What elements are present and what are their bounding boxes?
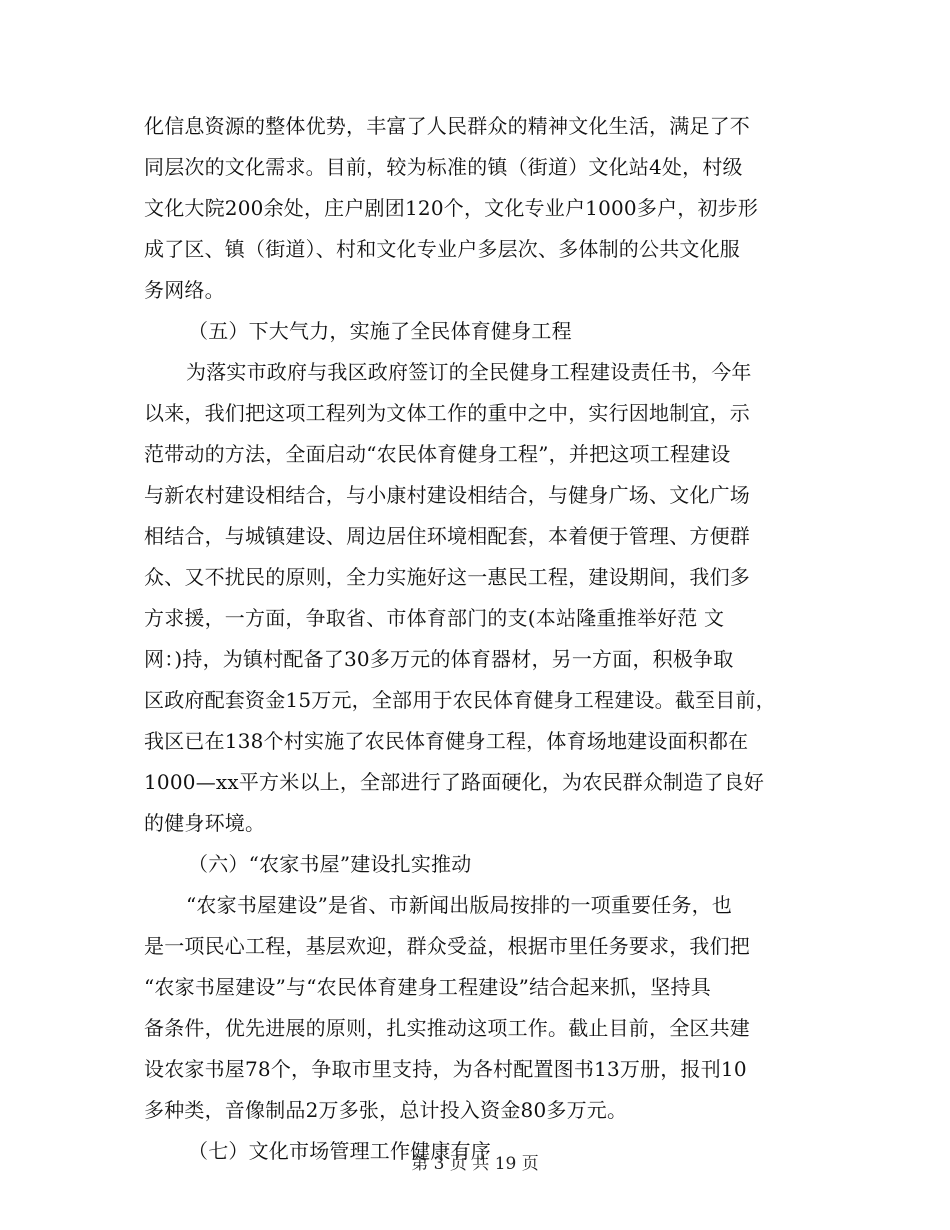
document-body [144, 106, 804, 1172]
paragraph-line: 同层次的文化需求。目前，较为标准的镇（街道）文化站4处，村级 [144, 155, 743, 179]
paragraph-line: “农家书屋建设”是省、市新闻出版局按排的一项重要任务，也 [186, 893, 733, 917]
paragraph-line: 区政府配套资金15万元，全部用于农民体育健身工程建设。截至目前， [144, 688, 776, 712]
paragraph-line: 为落实市政府与我区政府签订的全民健身工程建设责任书，今年 [186, 360, 752, 384]
paragraph-line: 文化大院200余处，庄户剧团120个，文化专业户1000多户，初步形 [144, 196, 759, 220]
paragraph-line: 备条件，优先进展的原则，扎实推动这项工作。截止目前，全区共建 [144, 1016, 750, 1040]
paragraph-line: 我区已在138个村实施了农民体育健身工程，体育场地建设面积都在 [144, 729, 749, 753]
paragraph-line: 务网络。 [144, 278, 225, 302]
paragraph-line: 以来，我们把这项工程列为文体工作的重中之中，实行因地制宜，示 [144, 401, 750, 425]
paragraph-line: 网：)持，为镇村配备了30多万元的体育器材，另一方面，积极争取 [144, 647, 734, 671]
section-heading: （六）“农家书屋”建设扎实推动 [188, 852, 472, 876]
paragraph-line: 众、又不扰民的原则，全力实施好这一惠民工程，建设期间，我们多 [144, 565, 750, 589]
section-heading: （五）下大气力，实施了全民体育健身工程 [188, 319, 572, 343]
page-number-footer: 第 3 页 共 19 页 [411, 1154, 539, 1174]
paragraph-line: 设农家书屋78个，争取市里支持，为各村配置图书13万册，报刊10 [144, 1057, 747, 1081]
paragraph-line: 成了区、镇（街道）、村和文化专业户多层次、多体制的公共文化服 [144, 237, 740, 261]
paragraph-line: 范带动的方法，全面启动“农民体育健身工程”，并把这项工程建设 [144, 442, 731, 466]
paragraph-line: 与新农村建设相结合，与小康村建设相结合，与健身广场、文化广场 [144, 483, 750, 507]
paragraph-line: 多种类，音像制品2万多张，总计投入资金80多万元。 [144, 1098, 628, 1122]
paragraph-line: 是一项民心工程，基层欢迎，群众受益，根据市里任务要求，我们把 [144, 934, 750, 958]
paragraph-line: 相结合，与城镇建设、周边居住环境相配套，本着便于管理、方便群 [144, 524, 750, 548]
paragraph-line: 化信息资源的整体优势，丰富了人民群众的精神文化生活，满足了不 [144, 114, 750, 138]
paragraph-line: “农家书屋建设”与“农民体育建身工程建设”结合起来抓，坚持具 [144, 975, 711, 999]
section-heading: （七）文化市场管理工作健康有序 [188, 1139, 491, 1163]
paragraph-line: 1000—xx平方米以上，全部进行了路面硬化，为农民群众制造了良好 [144, 770, 765, 794]
paragraph-line: 方求援，一方面，争取省、市体育部门的支(本站隆重推举好范 文 [144, 606, 725, 630]
paragraph-line: 的健身环境。 [144, 811, 266, 835]
